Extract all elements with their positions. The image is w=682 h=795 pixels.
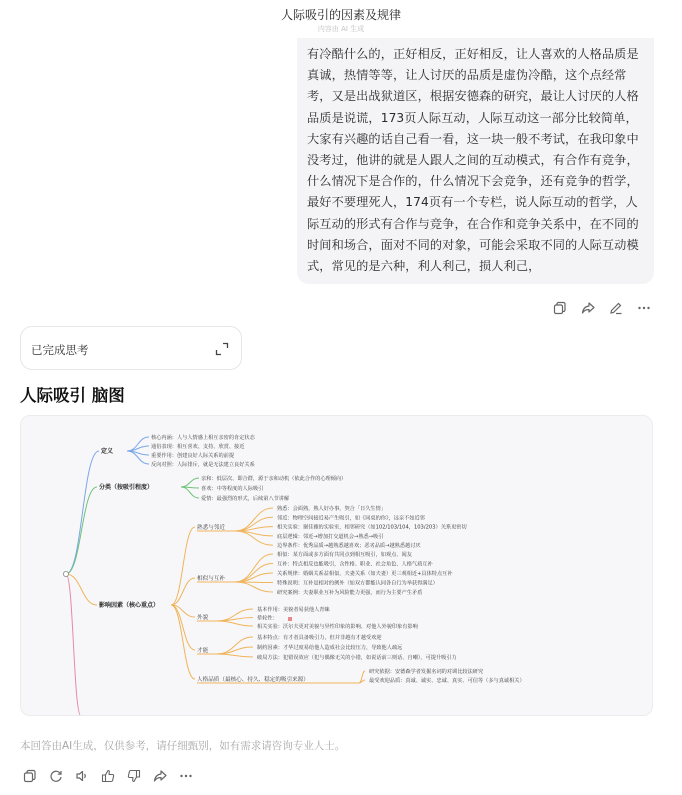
mindmap-connector bbox=[217, 618, 253, 622]
mindmap-connector bbox=[217, 621, 253, 626]
mindmap-leaf-familiar: 邻近：物理空间接近易产生吸引，如《同桌的你》，远亲不如近邻 bbox=[277, 515, 425, 522]
expand-icon[interactable] bbox=[213, 340, 231, 358]
read-aloud-icon[interactable] bbox=[74, 768, 90, 784]
mindmap-connector bbox=[235, 564, 273, 583]
mindmap-leaf-classification: 爱情：最强烈的形式，后续第八节讲解 bbox=[201, 496, 290, 502]
mindmap-connector bbox=[66, 487, 97, 574]
mindmap-leaf-classification: 亲和：低层次、即合群，源于亲和动机（依此合作的心理倾向） bbox=[201, 476, 347, 482]
mindmap-sub-appearance: 外貌 bbox=[197, 615, 209, 621]
mindmap-leaf-ability: 制约因素：才华过度易给他人造成社会比较压力，导致他人疏远 bbox=[257, 645, 403, 651]
regenerate-icon[interactable] bbox=[48, 768, 64, 784]
answer-actions bbox=[22, 768, 194, 784]
mindmap-leaf-definition: 重要作用：创建良好人际关系的前提 bbox=[151, 453, 235, 459]
mindmap-leaf-ability: 破局方法：犯错误效应（犯与偶像无关的小错，如说话前三则话、自嘲），可提升吸引力 bbox=[257, 655, 457, 661]
mindmap-connector bbox=[66, 574, 81, 716]
mindmap-leaf-personality: 最受欢迎品质：真诚、诚实、忠诚、真实、可信等（多与真诚相关） bbox=[369, 678, 525, 684]
mindmap-leaf-familiar: 熟悉：会面熟，熟人好办事，契合「日久生情」 bbox=[277, 506, 386, 512]
mindmap-leaf-familiar: 底层逻辑：邻近→增加打交道机会→熟悉→吸引 bbox=[277, 533, 384, 540]
mindmap-connector bbox=[217, 637, 253, 654]
like-icon[interactable] bbox=[100, 768, 116, 784]
mindmap-connector bbox=[235, 508, 273, 531]
mindmap-heading: 人际吸引 脑图 bbox=[20, 386, 125, 405]
mindmap-leaf-similar: 关系规律：婚姻关系益相似，夫妻关系（如夫妻）更三观相近+具体特点互补 bbox=[277, 571, 453, 577]
ai-disclaimer: 本回答由AI生成，仅供参考，请仔细甄别，如有需求请咨询专业人士。 bbox=[20, 740, 346, 752]
mindmap-connector bbox=[181, 487, 199, 498]
mindmap-leaf-appearance: 基本作用：美貌者易获他人青睐 bbox=[257, 607, 330, 613]
mindmap-leaf-similar: 相似：某方面或多方面有共同点到相互吸引，如观点、阅友 bbox=[277, 552, 412, 558]
edit-icon[interactable] bbox=[608, 300, 624, 316]
copy-icon[interactable] bbox=[552, 300, 568, 316]
more-icon[interactable] bbox=[178, 768, 194, 784]
chat-subtitle: 内容由 AI 生成 bbox=[317, 25, 365, 33]
mindmap-sub-similar: 相似与互补 bbox=[197, 576, 225, 582]
mindmap-leaf-similar: 互补：特点相反也能吸引，含性格、职业、社会角色、人格气质互补 bbox=[277, 561, 433, 568]
mindmap-leaf-similar: 特殊说明：互补是相对的例外（如双方都能认同各自行为举获得满足） bbox=[277, 580, 438, 587]
mindmap-connector bbox=[171, 527, 195, 605]
mindmap-branch-factors: 影响因素（核心重点） bbox=[99, 602, 160, 609]
mindmap-connector bbox=[235, 582, 273, 592]
mindmap-sub-familiar: 熟悉与邻近 bbox=[197, 525, 225, 531]
mindmap-leaf-classification: 喜欢：中等程度的人际吸引 bbox=[201, 486, 264, 492]
user-message-text: 有冷酷什么的，正好相反，正好相反，让人喜欢的人格品质是真诚，热情等等，让人讨厌的品质是虚伪冷酷，这个点经常考，又是出战狱道区，根据安德森的研究，最让人讨厌的人格品质是说谎，173页人际互动，人际互动这一部分比较简单，大家有兴趣的话自己看一看，这一块一般不考试，在我印象中没考过，他讲的就是人跟人之间的互动模式，有合作有竞争，什么情况下是合作的，什么情况下会竞争，还有竞争的哲学，最好不要理死人，174页有一个专栏，说人际互动的哲学，人际互动的形式有合作与竞争，在合作和竞争关系中，在不同的时间和场合，面对不同的对象，可能会采取不同的人际互动模式，常见的是六种，利人利己，损人利己， bbox=[307, 47, 639, 274]
mindmap-branch-classification: 分类（按吸引程度） bbox=[99, 484, 154, 491]
mindmap-leaf-appearance: 相关实验：沃尔夫更对美貌与异性印象的影响、对他人外貌印象有影响 bbox=[257, 624, 418, 630]
mindmap-sub-personality: 人格品质（最核心、持久、稳定的吸引来源） bbox=[197, 677, 309, 683]
mindmap-card[interactable] bbox=[20, 415, 653, 716]
mindmap-leaf-appearance: 晕轮性： bbox=[257, 615, 278, 622]
chat-title: 人际吸引的因素及规律 bbox=[280, 8, 401, 22]
mindmap-leaf-similar: 研究案例：夫妻职业互补为风险能力更强，而行为主要产生矛盾 bbox=[277, 590, 423, 596]
mindmap-branch-definition: 定义 bbox=[101, 448, 114, 455]
copy-icon[interactable] bbox=[22, 768, 38, 784]
share-icon[interactable] bbox=[580, 300, 596, 316]
mindmap-leaf-definition: 核心内涵：人与人情感上相互亲密的肯定状态 bbox=[151, 435, 255, 441]
mindmap-connector bbox=[171, 578, 195, 605]
message-actions bbox=[552, 300, 652, 316]
mindmap-connector bbox=[235, 527, 273, 531]
mindmap-leaf-familiar: 相关实验：谢佳雅的实验室，相邻研究（如102/103/104，103/203）关系更密切 bbox=[277, 524, 467, 531]
mindmap-connector bbox=[66, 451, 99, 574]
mindmap-connector bbox=[217, 654, 253, 657]
mindmap-sub-ability: 才能 bbox=[197, 648, 209, 654]
mindmap-connector bbox=[181, 478, 199, 487]
share-icon[interactable] bbox=[152, 768, 168, 784]
mindmap-leaf-personality: 研究依据：安德森学者发掘名词的对调比较法研究 bbox=[369, 669, 484, 675]
highlight-marker bbox=[288, 617, 292, 621]
mindmap-connector bbox=[359, 680, 365, 683]
mindmap-root-node bbox=[63, 571, 68, 576]
mindmap-leaf-familiar: 边界条件：优秀品质→越熟悉越喜欢；恶劣品质→越熟悉越讨厌 bbox=[277, 543, 421, 550]
mindmap-leaf-ability: 基本特点：有才者具备吸引力，但并非越有才越受欢迎 bbox=[257, 635, 382, 641]
mindmap-leaf-definition: 通俗表现：相互喜欢、支持、欣赏、接近 bbox=[151, 444, 245, 450]
mindmap-diagram bbox=[21, 416, 653, 716]
chat-header bbox=[0, 0, 682, 38]
thinking-panel[interactable] bbox=[20, 326, 242, 370]
thinking-status-label: 已完成思考 bbox=[31, 343, 89, 357]
more-icon[interactable] bbox=[636, 300, 652, 316]
dislike-icon[interactable] bbox=[126, 768, 142, 784]
user-message-bubble bbox=[297, 38, 654, 284]
mindmap-leaf-definition: 反向对照：人际排斥，就是无法建立良好关系 bbox=[151, 462, 255, 468]
